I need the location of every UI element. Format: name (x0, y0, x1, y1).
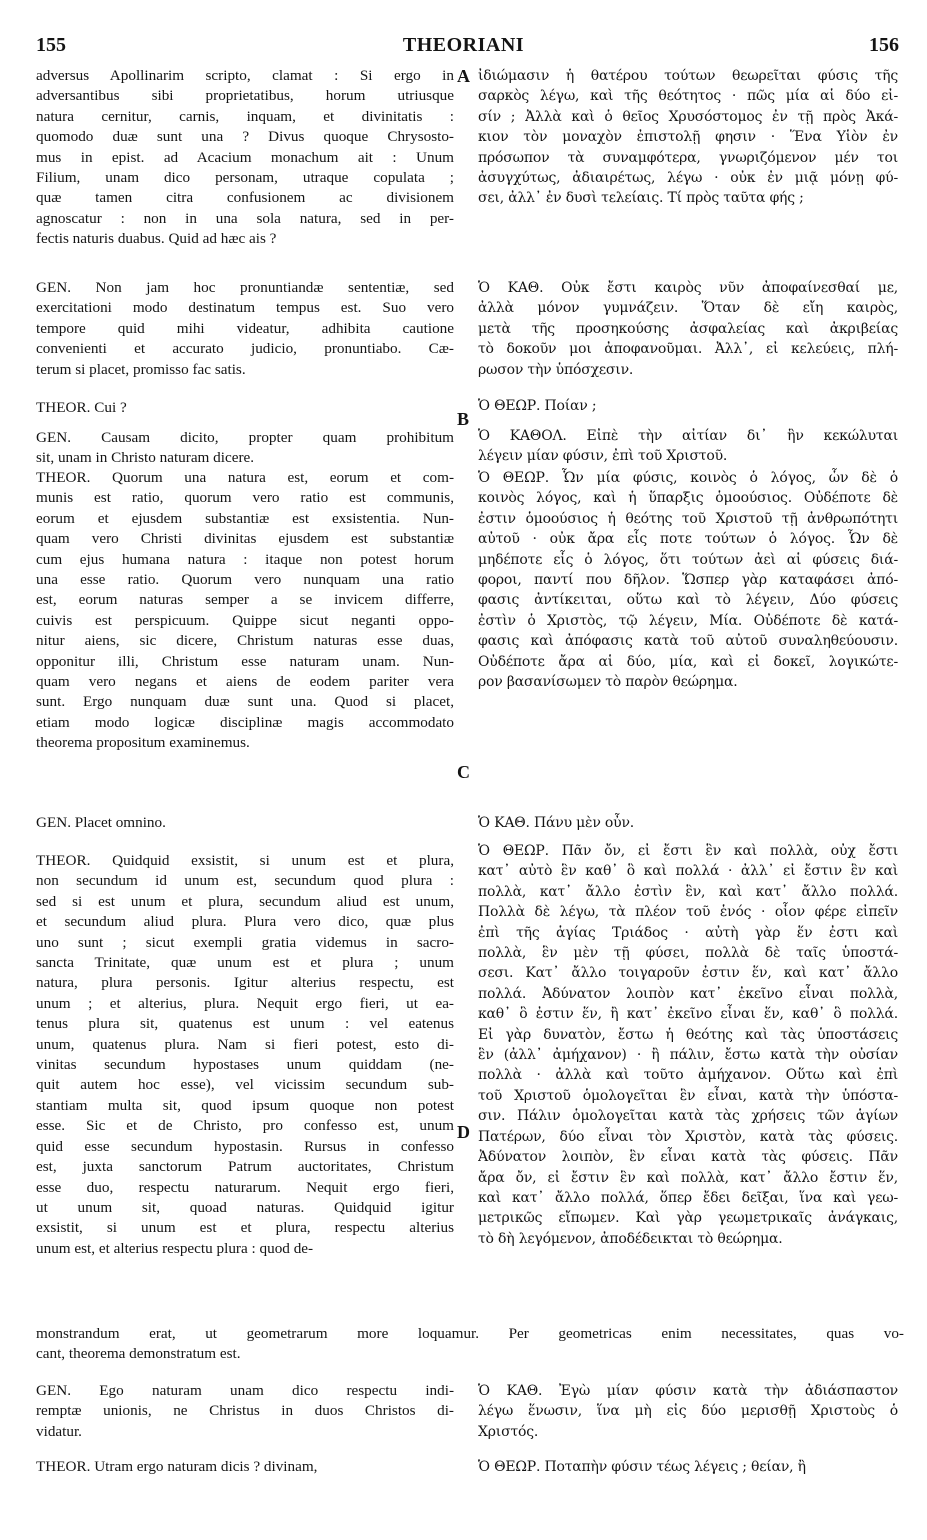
text-line: adversantibus sibi proprietatibus, horum utriusque (36, 87, 454, 105)
text-line: κιον τὸν μοναχὸν ἐπιστολῇ φησιν · Ἕνα Υἱὸν ἐν (478, 129, 898, 146)
text-line: monstrandum erat, ut geometrarum more loquamur. Per geometricas enim necessitates, quas vo- (36, 1325, 904, 1342)
text-line: ἀλλὰ μόνον γυμνάζειν. Ὅταν δὲ εἴη καιρὸς, (478, 300, 898, 317)
text-line: Οὐδέποτε ἄρα αἱ δύο, μία, καὶ εἰ δοκεῖ, λογικώτε- (478, 653, 898, 670)
paragraph (36, 813, 454, 833)
text-line: ut unum sit, quoad naturas. Quidquid igitur (36, 1198, 454, 1216)
text-line: ἐστὶν ὁ Χριστὸς, τῷ λέγειν, Μία. Οὐδέποτε δὲ κατά- (478, 612, 898, 629)
paragraph (478, 278, 898, 380)
text-line: quam vero Christi divinitas ejusdem est substantiæ (36, 530, 454, 548)
text-line: est, juxta sanctorum Patrum auctoritates, Christum (36, 1158, 454, 1176)
text-line: Πολλὰ δὲ λέγω, τὰ πλέον τοῦ ἑνός · οἷον φέρε εἰπεῖν (478, 904, 898, 921)
text-line: sit, unam in Christo naturam dicere. (36, 449, 255, 467)
text-line: Ὁ ΚΑΘΟΛ. Εἰπὲ τὴν αἰτίαν δι᾽ ἣν κεκώλυται (478, 428, 898, 444)
text-line: fectis naturis duabus. Quid ad hæc ais ? (36, 230, 277, 248)
text-line: terum si placet, promisso fac satis. (36, 360, 246, 378)
text-line: tenus plura sit, quatenus est unum : vel eatenus (36, 1015, 454, 1033)
text-line: GEN. Causam dicito, propter quam prohibitum (36, 429, 454, 446)
text-line: ἀσυγχύτως, ἀδιαιρέτως, λέγω · οὐκ ἐν μιᾷ μόνῃ φύ- (478, 170, 898, 187)
text-line: ἐπὶ τῆς ἁγίας Τριάδος · αὐτὴ γὰρ ἕν ἐστι καὶ (478, 924, 898, 941)
margin-letter-c: C (457, 762, 470, 782)
text-line: esse. Sic et de Christo, pro confesso est, unum (36, 1117, 454, 1135)
text-line: GEN. Ego naturam unam dico respectu indi- (36, 1382, 454, 1399)
text-line: σίν ; Ἀλλὰ καὶ ὁ θεῖος Χρυσόστομος ἐν τῇ πρὸς Ἀκά- (478, 108, 898, 125)
text-line: opponitur illi, Christum esse naturam unam. Nun- (36, 652, 454, 670)
text-line: eorum et ejusdem substantiæ est exsistentia. Nun- (36, 509, 454, 527)
paragraph (36, 851, 454, 1259)
text-line: μετρικῶς εἴπωμεν. Καὶ γὰρ γεωμετρικαῖς ἀνάγκαις, (478, 1210, 898, 1227)
text-line: Χριστός. (478, 1423, 539, 1440)
text-line: ρον βασανίσωμεν τὸ παρὸν θεώρημα. (478, 674, 738, 691)
text-line: καὶ κατ᾽ ἄλλο πολλά, ὅπερ ἔδει δεῖξαι, ἵνα καὶ γεω- (478, 1189, 898, 1206)
text-line: Ὁ ΚΑΘ. Πάνυ μὲν οὖν. (478, 815, 635, 831)
text-line: τὸ δὴ λεγόμενον, ἀποδέδεικται τὸ θεώρημα. (478, 1230, 783, 1247)
text-line: GEN. Placet omnino. (36, 814, 166, 831)
margin-letter-a: A (457, 66, 470, 86)
text-line: quomodo duæ sunt una ? Divus quoque Chrysosto- (36, 128, 454, 146)
text-line: ἐστιν ὁμοούσιος ἡ θεότης τοῦ Χριστοῦ τῇ ἀνθρωπότητι (478, 510, 898, 527)
paragraph (478, 1381, 898, 1442)
text-line: μηδέποτε εἷς ὁ λόγος, ὅτι τούτων ἀεὶ αἱ φύσεις διά- (478, 551, 898, 568)
text-line: natura cernitur, carnis, inquam, et divinitatis : (36, 107, 454, 125)
paragraph (478, 813, 898, 833)
text-line: sancta Trinitate, quæ unum est et plura ; unum (36, 954, 454, 972)
text-line: unum est, et alterius respectu plura : quod de- (36, 1239, 314, 1257)
paragraph (478, 468, 898, 692)
text-line: σεσι. Κατ᾽ ἄλλο τοιγαροῦν ἐστιν ἕν, καὶ κατ᾽ ἄλλο (478, 965, 898, 982)
paragraph (478, 426, 898, 467)
text-line: φασις καὶ ἀπόφασις κατὰ τοῦ αὐτοῦ συναληθεύουσιν. (478, 633, 898, 650)
text-line: GEN. Non jam hoc pronuntiandæ sententiæ, sed (36, 279, 454, 296)
right-page-number: 156 (869, 34, 899, 56)
text-line: σει, ἀλλ᾽ ἐν δυσὶ τελείαις. Τί πρὸς ταῦτα φής ; (478, 190, 804, 207)
running-title: THEORIANI (402, 34, 525, 56)
text-line: λέγω ἕνωσιν, ἵνα μὴ εἰς δύο μερισθῇ Χριστοὺς ὁ (478, 1403, 898, 1420)
text-line: σαρκὸς λέγω, καὶ τῆς θεότητος · πῶς μία αἱ δύο εἰ- (478, 88, 898, 105)
text-line: quit autem hoc esse), vel vicissim secundum sub- (36, 1076, 454, 1094)
left-page-number: 155 (36, 34, 66, 56)
text-line: φοροι, παντί που δῆλον. Ὥσπερ γὰρ καταφάσει ἀπό- (478, 572, 898, 589)
paragraph (478, 396, 898, 416)
paragraph (36, 1457, 454, 1477)
text-line: ἓν (ἀλλ᾽ ἀμήχανον) · ἢ πάλιν, ἔστω κατὰ τὴν οὐσίαν (478, 1047, 898, 1064)
margin-letter-d: D (457, 1122, 470, 1142)
text-line: unum ; et alterius, plura. Nequit ergo fieri, ut ea- (36, 994, 454, 1012)
text-line: Ὁ ΚΑΘ. Οὐκ ἔστι καιρὸς νῦν ἀποφαίνεσθαί με, (478, 280, 898, 296)
text-line: non secundum id unum est, secundum quod plura : (36, 872, 454, 890)
text-line: THEOR. Utram ergo naturam dicis ? divinam, (36, 1458, 318, 1475)
text-line: et secundum aliud plura. Plura vero dico, quæ plus (36, 913, 454, 931)
text-line: κατ᾽ αὐτὸ ἓν καθ᾽ ὃ καὶ πολλά · ἀλλ᾽ εἰ ἔστιν ἓν καὶ (478, 863, 898, 880)
text-line: Ὁ ΚΑΘ. Ἐγὼ μίαν φύσιν κατὰ τὴν ἀδιάσπαστον (478, 1383, 898, 1399)
text-line: Ὁ ΘΕΩΡ. Πᾶν ὄν, εἰ ἔστι ἓν καὶ πολλὰ, οὐχ ἔστι (478, 843, 898, 859)
paragraph (36, 428, 454, 469)
text-line: ἰδιώμασιν ἡ θατέρου τούτων θεωρεῖται φύσις τῆς (478, 68, 898, 84)
text-line: quid esse secundum hypostasin. Rursus in confesso (36, 1137, 454, 1155)
text-line: una esse ratio. Quorum vero nunquam una ratio (36, 571, 454, 589)
paragraph (478, 66, 898, 209)
text-line: munis est ratio, quorum vero ratio est communis, (36, 489, 454, 507)
text-line: Πατέρων, δύο εἶναι τὸν Χριστὸν, κατὰ τὰς φύσεις. (478, 1128, 898, 1145)
text-line: cum ejus humana natura : itaque non potest horum (36, 550, 454, 568)
text-line: Ὁ ΘΕΩΡ. Ποίαν ; (478, 398, 597, 414)
text-line: τὸ δοκοῦν μοι ἀποφανοῦμαι. Ἀλλ᾽, εἰ κελεύεις, πλή- (478, 341, 898, 358)
text-line: πολλά. Ἀδύνατον λοιπὸν κατ᾽ ἐκεῖνο εἶναι πολλὰ, (478, 985, 898, 1002)
text-line: tempore quid mihi videatur, adhibita cautione (36, 319, 454, 337)
text-line: exsistit, si unum est et plura, respectu alterius (36, 1219, 454, 1237)
text-line: theorema propositum examinemus. (36, 734, 250, 752)
text-line: cant, theorema demonstratum est. (36, 1345, 241, 1363)
text-line: Ὁ ΘΕΩΡ. Ὧν μία φύσις, κοινὸς ὁ λόγος, ὧν δὲ ὁ (478, 470, 898, 486)
paragraph (478, 841, 898, 1249)
text-line: vinitas secundum hypostases unum quiddam (ne- (36, 1056, 454, 1074)
paragraph (36, 278, 454, 380)
text-line: πρόσωπον τὰ συναμφότερα, γνωριζόμενον μέν τοι (478, 149, 898, 166)
text-line: Ἀδύνατον λοιπὸν, ἓν εἶναι κατὰ τὰς φύσεις. Πᾶν (478, 1149, 898, 1166)
text-line: Filium, unam dico personam, utraque copulata ; (36, 169, 454, 187)
text-line: esse duo, respectu naturarum. Nequit ergo fieri, (36, 1178, 454, 1196)
text-line: πολλὰ, ἓν μὲν τῇ φύσει, πολλὰ δὲ ταῖς ὑποστά- (478, 945, 898, 962)
text-line: cuivis est perspicuum. Quippe sicut neganti oppo- (36, 611, 454, 629)
text-line: THEOR. Quorum una natura est, eorum et com- (36, 469, 454, 486)
text-line: vidatur. (36, 1422, 82, 1440)
paragraph (36, 398, 454, 418)
text-line: ἄρα ὄν, εἰ ἔστιν ἓν καὶ πολλὰ, κατ᾽ ἄλλο ἔστιν ἕν, (478, 1169, 898, 1186)
text-line: adversus Apollinarim scripto, clamat : Si ergo in (36, 67, 454, 84)
text-line: sunt. Ergo nunquam duæ sunt una. Quod si placet, (36, 693, 454, 711)
text-line: exercitationi modo destinatum tempus est. Suo vero (36, 299, 454, 317)
text-line: πολλὰ, κατ᾽ ἄλλο ἐστὶν ἓν, καὶ κατ᾽ ἄλλο πολλά. (478, 883, 898, 900)
paragraph (36, 66, 454, 250)
text-line: THEOR. Cui ? (36, 399, 127, 416)
text-line: σιν. Πάλιν ὁμολογεῖται κατὰ τὰς χρήσεις τῶν ἁγίων (478, 1108, 898, 1125)
text-line: Εἰ γὰρ δυνατὸν, ἔστω ἡ θεότης καὶ τὰς ὑποστάσεις (478, 1026, 898, 1043)
text-line: convenienti et accurato judicio, pronuntiabo. Cæ- (36, 340, 454, 358)
text-line: quæ tamen citra confusionem ac divisionem (36, 189, 454, 207)
text-line: uno sunt ; sicut exempli gratia videmus in sacro- (36, 933, 454, 951)
text-line: unum, quatenus plura. Nam si fieri potest, esto di- (36, 1035, 454, 1053)
text-line: μετὰ τῆς προσηκούσης ἀσφαλείας καὶ ἀκριβείας (478, 320, 898, 337)
text-line: remptæ unionis, ne Christus in duos Christos di- (36, 1402, 454, 1420)
text-line: stantiam multa sit, quod ipsum quoque non potest (36, 1096, 454, 1114)
paragraph (478, 1457, 898, 1477)
text-line: mus in epist. ad Acacium monachum ait : Unum (36, 148, 454, 166)
text-line: φασις ἀντίκειται, οὕτω καὶ τὸ λέγειν, Δύο φύσεις (478, 592, 898, 609)
full-width-text (36, 1324, 904, 1365)
text-line: etiam modo logicæ disciplinæ magis accommodato (36, 713, 454, 731)
text-line: quam vero negans et aiens de eodem pariter vera (36, 673, 454, 691)
text-line: agnoscatur : non in una sola natura, sed in per- (36, 209, 454, 227)
text-line: κοινὸς λόγος, καὶ ἡ ὕπαρξις ὁμοούσιος. Οὐδέποτε δὲ (478, 490, 898, 507)
paragraph (36, 468, 454, 754)
text-line: πολλὰ · ἀλλὰ καὶ τοῦτο ἀμήχανον. Οὕτω καὶ ἐπὶ (478, 1067, 898, 1084)
text-line: αὐτοῦ · οὐκ ἄρα εἷς ποτε τούτων ὁ λόγος. Ὧν δὲ (478, 531, 898, 548)
text-line: καθ᾽ ὃ ἐστιν ἕν, ἢ κατ᾽ ἐκεῖνο εἶναι ἕν, καθ᾽ ὃ πολλά. (478, 1006, 898, 1023)
text-line: natura, plura personis. Igitur alterius respectu, est (36, 974, 454, 992)
margin-letter-b: B (457, 409, 470, 429)
page-header (0, 0, 927, 70)
text-line: τοῦ Χριστοῦ ὁμολογεῖται ἓν εἶναι, κατὰ τὴν ὑπόστα- (478, 1087, 898, 1104)
text-line: THEOR. Quidquid exsistit, si unum est et plura, (36, 852, 454, 869)
text-line: nitur aiens, sic dicere, Christum naturas esse duas, (36, 632, 454, 650)
text-line: sed si est unum et plura, secundum aliud est unum, (36, 892, 454, 910)
text-line: Ὁ ΘΕΩΡ. Ποταπὴν φύσιν τέως λέγεις ; θείαν, ἢ (478, 1459, 806, 1475)
text-line: est, eorum naturas semper a se invicem differre, (36, 591, 454, 609)
text-line: ρωσον τὴν ὑπόσχεσιν. (478, 361, 634, 378)
text-line: λέγειν μίαν φύσιν, ἐπὶ τοῦ Χριστοῦ. (478, 448, 728, 465)
paragraph (36, 1381, 454, 1442)
